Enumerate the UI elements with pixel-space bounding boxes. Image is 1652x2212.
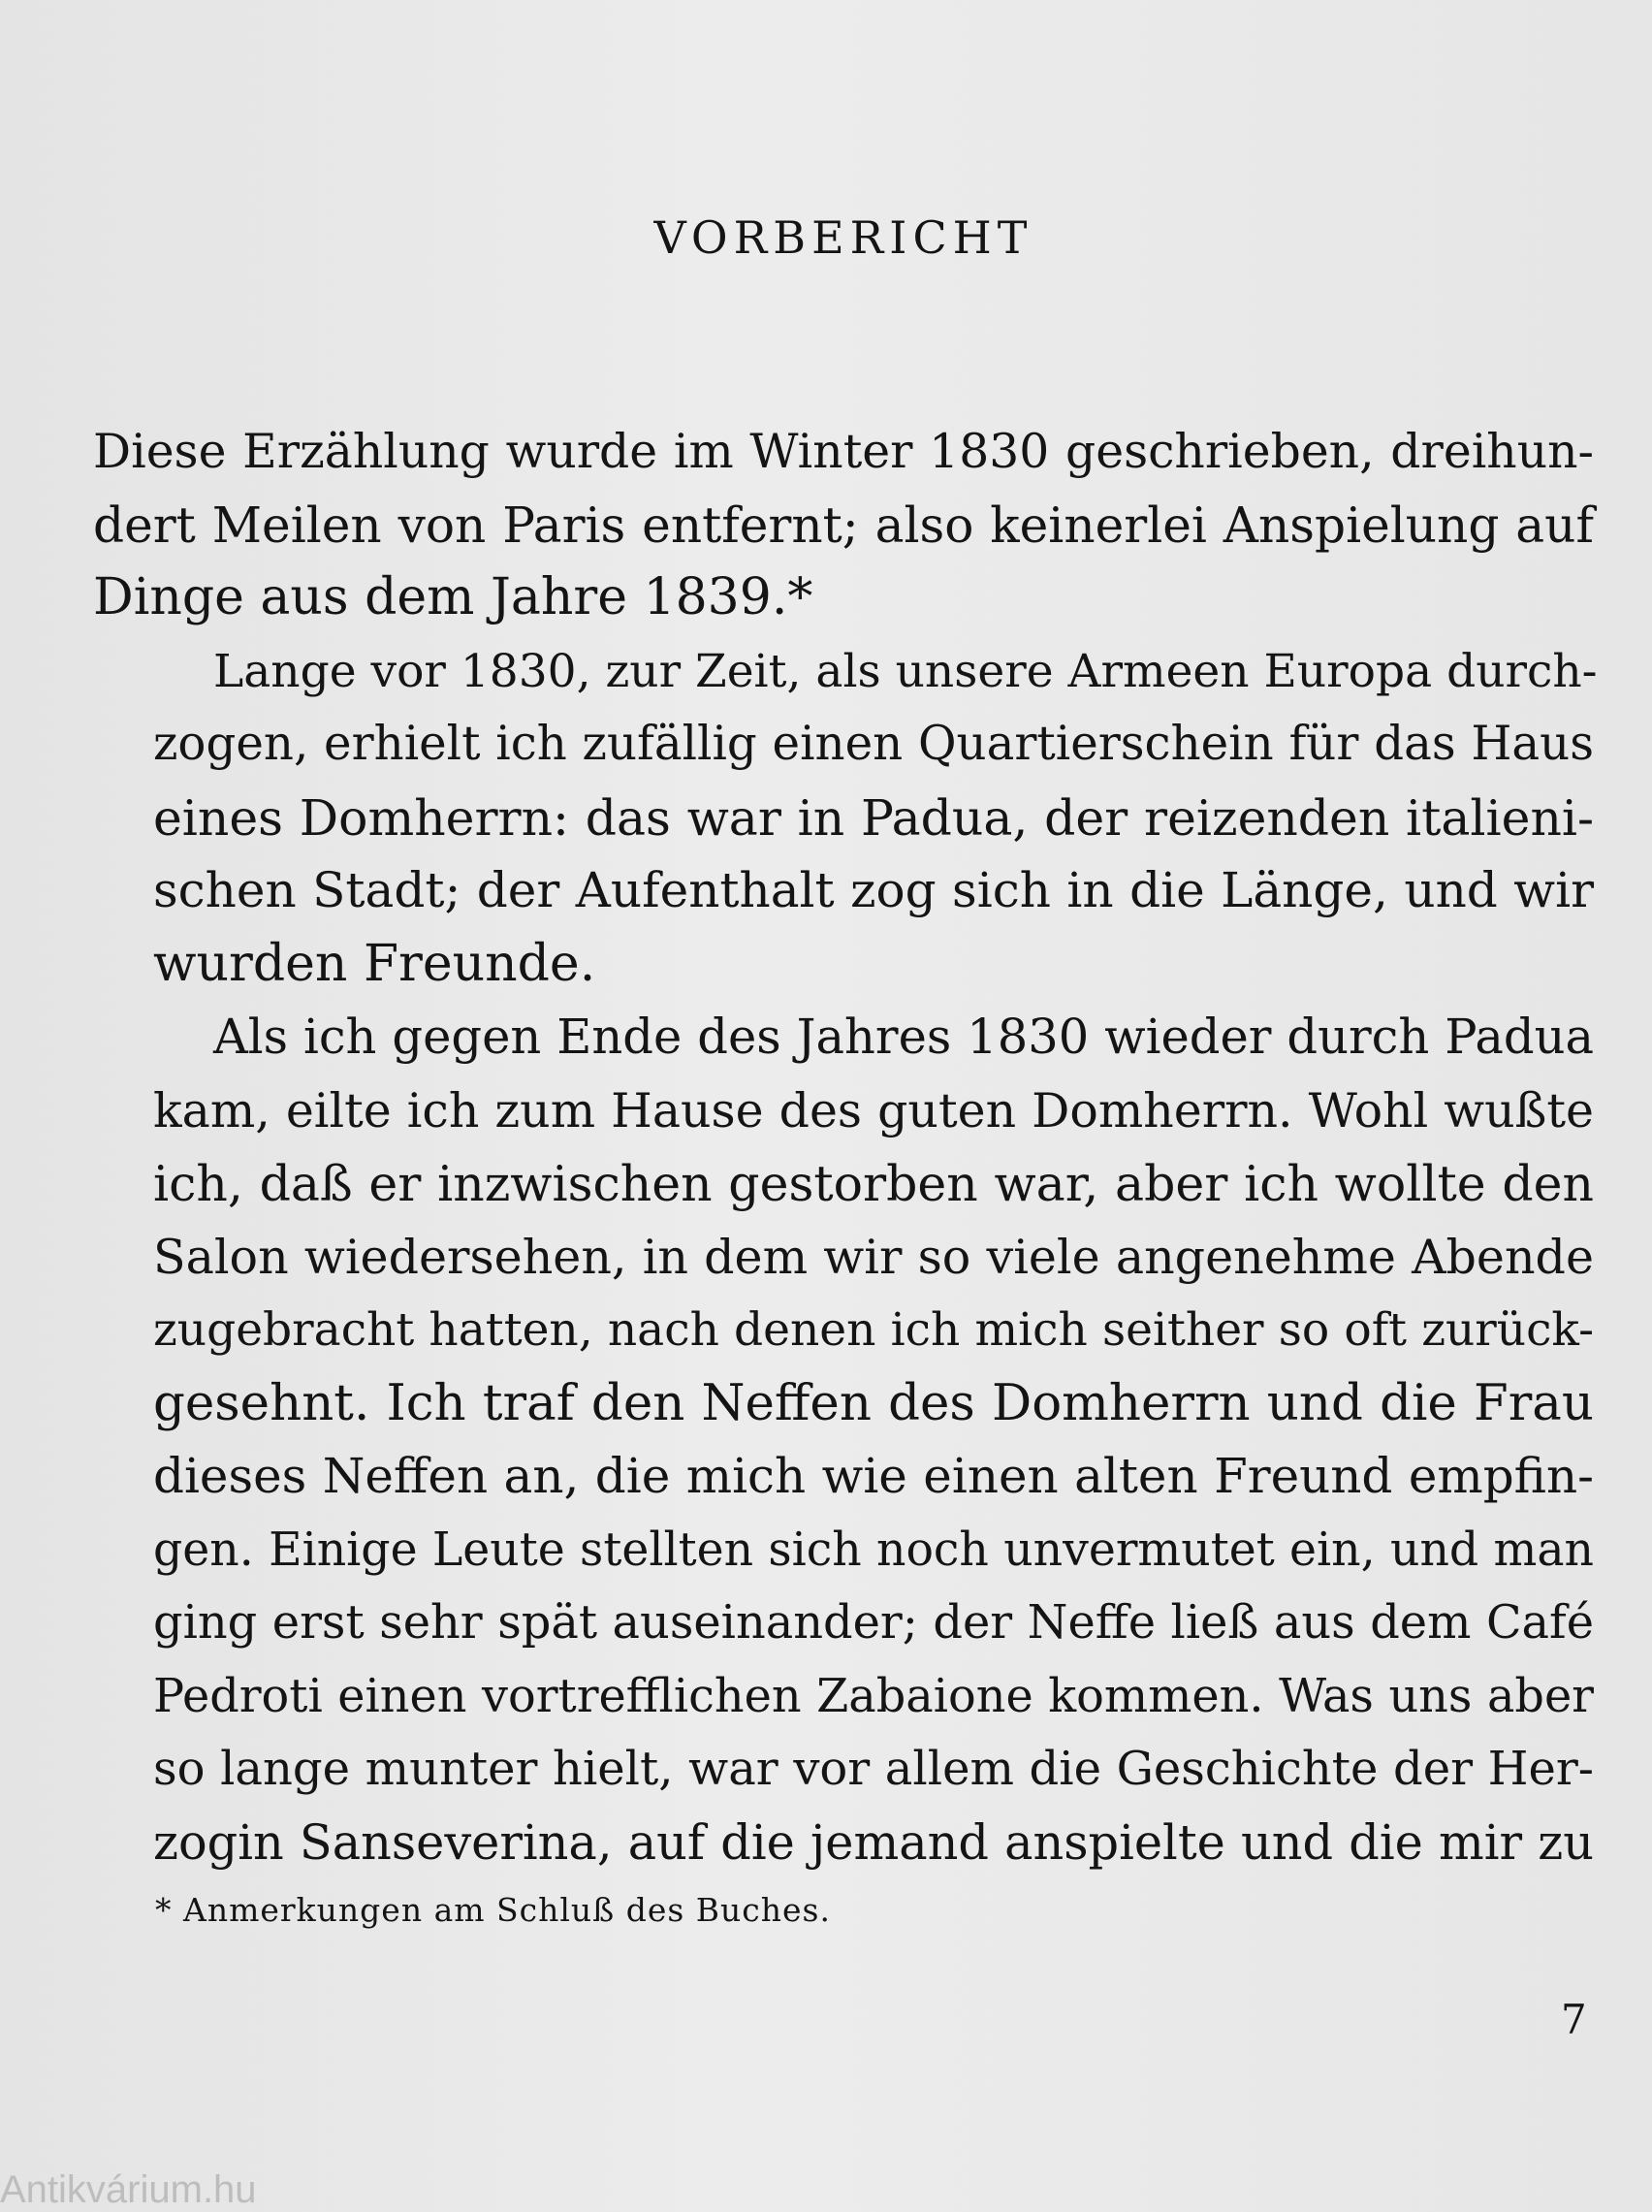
paragraph-3 xyxy=(93,1001,1594,1879)
text-line: zugebracht hatten, nach denen ich mich seither so oft zurück- xyxy=(153,1303,1594,1357)
footnote: * Anmerkungen am Schluß des Buches. xyxy=(155,1891,831,1929)
paragraph-2 xyxy=(93,635,1598,1002)
text-line: Diese Erzählung wurde im Winter 1830 geschrieben, dreihun- xyxy=(93,424,1594,479)
text-line: zogin Sanseverina, auf die jemand anspielte und die mir zu xyxy=(153,1813,1594,1871)
text-line: ich, daß er inzwischen gestorben war, aber ich wollte den xyxy=(153,1155,1594,1212)
text-line: dieses Neffen an, die mich wie einen alten Freund empfin- xyxy=(153,1448,1594,1504)
text-line: Pedroti einen vortrefflichen Zabaione kommen. Was uns aber xyxy=(153,1669,1594,1723)
text-line: gen. Einige Leute stellten sich noch unvermutet ein, und man xyxy=(153,1523,1594,1577)
page-number: 7 xyxy=(1561,1996,1587,2043)
text-line: wurden Freunde. xyxy=(153,934,596,993)
text-line: schen Stadt; der Aufenthalt zog sich in die Länge, und wir xyxy=(153,862,1594,918)
text-line: Dinge aus dem Jahre 1839.* xyxy=(93,568,813,626)
paragraph-1 xyxy=(93,415,1594,635)
text-line: gesehnt. Ich traf den Neffen des Domherrn und die Frau xyxy=(153,1373,1594,1432)
text-line: Salon wiedersehen, in dem wir so viele angenehme Abende xyxy=(153,1228,1594,1285)
text-line: ging erst sehr spät auseinander; der Neffe ließ aus dem Café xyxy=(153,1596,1594,1650)
text-line: Als ich gegen Ende des Jahres 1830 wieder durch Padua xyxy=(213,1009,1594,1065)
body-text xyxy=(93,415,1598,1879)
watermark: Antikvárium.hu xyxy=(0,2168,257,2211)
text-line: zogen, erhielt ich zufällig einen Quartierschein für das Haus xyxy=(153,717,1594,771)
text-line: dert Meilen von Paris entfernt; also keinerlei Anspielung auf xyxy=(93,496,1594,554)
chapter-heading: VORBERICHT xyxy=(653,211,1033,264)
text-line: so lange munter hielt, war vor allem die Geschichte der Her- xyxy=(153,1742,1594,1796)
text-line: Lange vor 1830, zur Zeit, als unsere Armeen Europa durch- xyxy=(213,644,1598,698)
text-line: kam, eilte ich zum Hause des guten Domherrn. Wohl wußte xyxy=(153,1082,1594,1138)
text-line: eines Domherrn: das war in Padua, der reizenden italieni- xyxy=(153,788,1594,847)
